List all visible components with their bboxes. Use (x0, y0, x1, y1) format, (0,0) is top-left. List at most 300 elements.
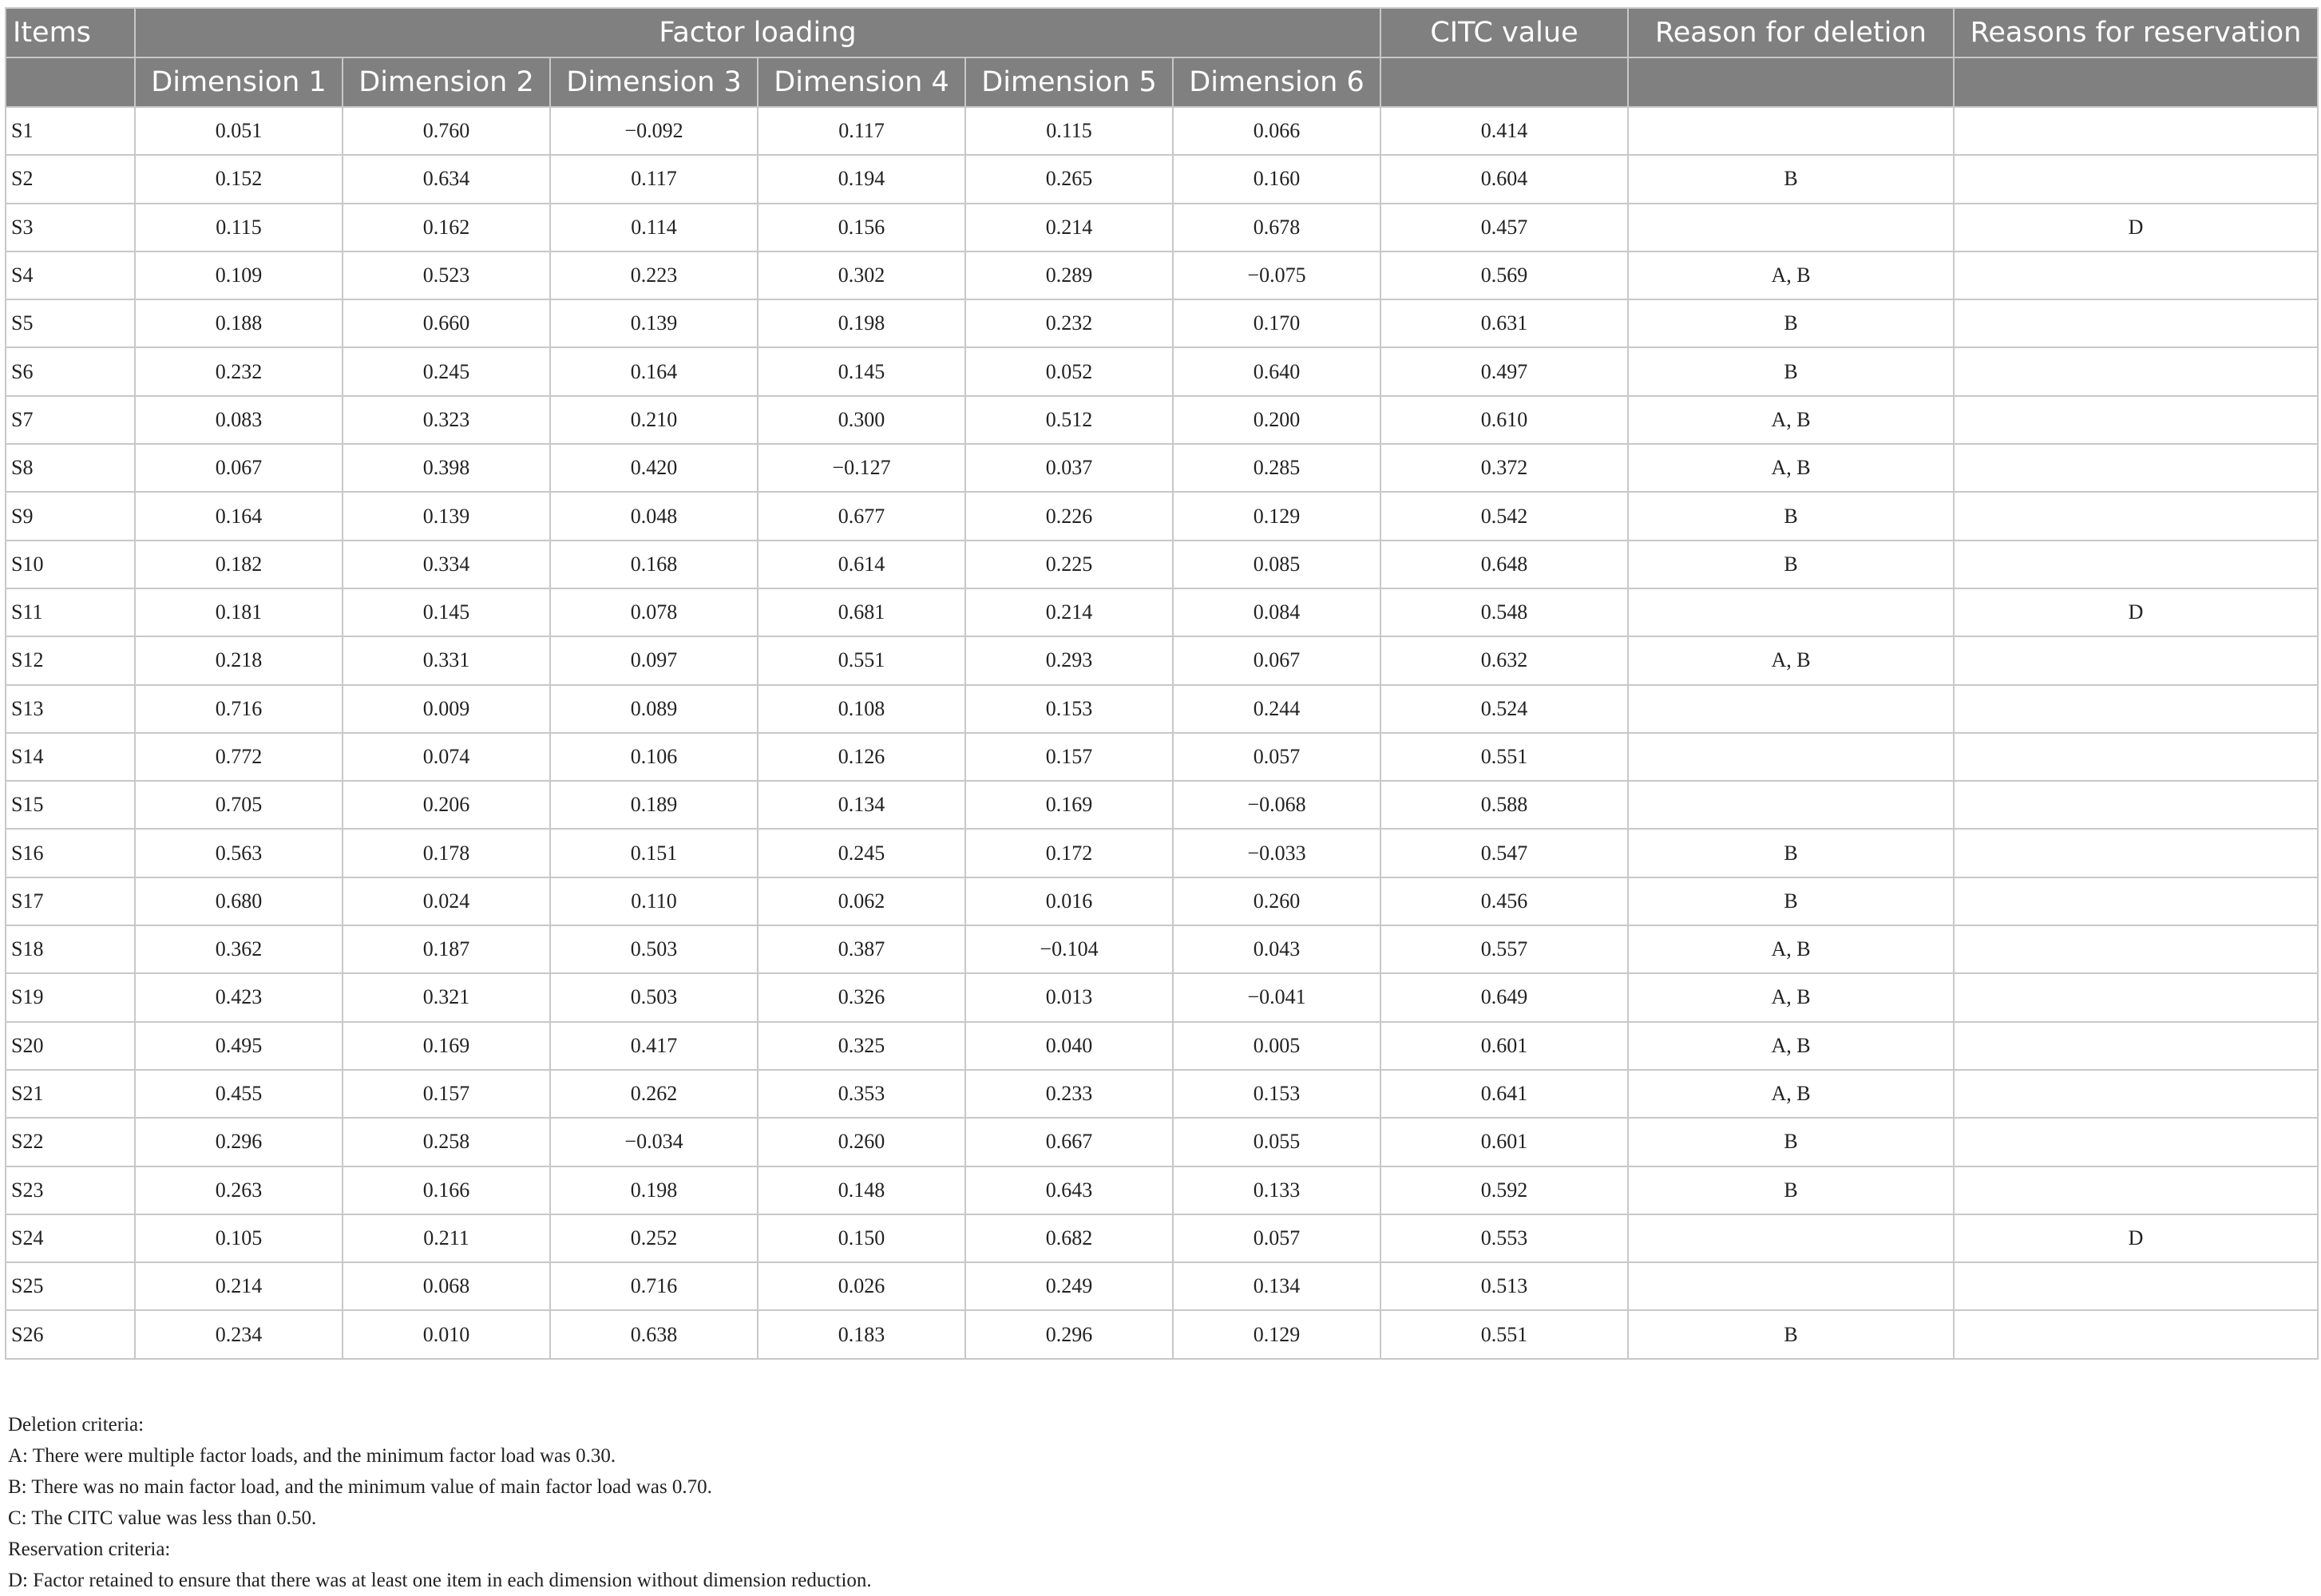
item-cell: S11 (6, 588, 135, 636)
citc-cell: 0.632 (1380, 636, 1628, 684)
dimension-1-cell: 0.263 (135, 1166, 343, 1214)
dimension-6-cell: 0.084 (1173, 588, 1380, 636)
citc-cell: 0.631 (1380, 299, 1628, 347)
table-row (6, 1118, 2318, 1166)
reservation-reason-cell (1954, 107, 2318, 155)
item-cell: S23 (6, 1166, 135, 1214)
dimension-6-cell: 0.085 (1173, 541, 1380, 588)
table-row (6, 877, 2318, 925)
item-cell: S1 (6, 107, 135, 155)
dimension-2-cell: 0.010 (343, 1310, 550, 1358)
table-row (6, 541, 2318, 588)
dimension-4-cell: 0.302 (758, 251, 965, 299)
citc-cell: 0.414 (1380, 107, 1628, 155)
item-cell: S19 (6, 973, 135, 1021)
dimension-1-cell: 0.362 (135, 925, 343, 973)
footnote-line: D: Factor retained to ensure that there was at least one item in each dimension without dimension reduction. (8, 1570, 872, 1591)
dimension-4-cell: 0.062 (758, 877, 965, 925)
dimension-4-cell: 0.353 (758, 1070, 965, 1118)
table-row (6, 107, 2318, 155)
table-row (6, 1070, 2318, 1118)
dimension-5-cell: 0.296 (965, 1310, 1173, 1358)
citc-cell: 0.569 (1380, 251, 1628, 299)
dimension-5-cell: 0.682 (965, 1214, 1173, 1262)
table-row (6, 781, 2318, 829)
dimension-5-cell: 0.249 (965, 1262, 1173, 1310)
table-row (6, 155, 2318, 203)
dimension-3-cell: 0.114 (550, 204, 758, 251)
dimension-1-cell: 0.680 (135, 877, 343, 925)
item-cell: S15 (6, 781, 135, 829)
table-row (6, 829, 2318, 877)
dimension-2-cell: 0.024 (343, 877, 550, 925)
deletion-reason-cell: B (1628, 492, 1954, 540)
dimension-2-cell: 0.523 (343, 251, 550, 299)
table-row (6, 685, 2318, 733)
dimension-4-cell: 0.108 (758, 685, 965, 733)
dimension-3-cell: 0.503 (550, 973, 758, 1021)
dimension-2-cell: 0.211 (343, 1214, 550, 1262)
dimension-6-cell: 0.153 (1173, 1070, 1380, 1118)
item-cell: S21 (6, 1070, 135, 1118)
dimension-4-cell: 0.300 (758, 396, 965, 444)
citc-cell: 0.497 (1380, 347, 1628, 395)
reservation-reason-cell (1954, 347, 2318, 395)
dimension-3-cell: −0.034 (550, 1118, 758, 1166)
header-empty-cell (1380, 57, 1628, 107)
dimension-3-cell: 0.198 (550, 1166, 758, 1214)
reservation-reason-cell (1954, 492, 2318, 540)
dimension-2-cell: 0.169 (343, 1022, 550, 1070)
dimension-6-cell: 0.067 (1173, 636, 1380, 684)
table-row (6, 636, 2318, 684)
dimension-6-cell: 0.200 (1173, 396, 1380, 444)
reservation-reason-cell (1954, 636, 2318, 684)
dimension-5-cell: 0.667 (965, 1118, 1173, 1166)
header-citc-value: CITC value (1380, 8, 1628, 57)
dimension-1-cell: 0.109 (135, 251, 343, 299)
item-cell: S24 (6, 1214, 135, 1262)
reservation-reason-cell (1954, 251, 2318, 299)
deletion-reason-cell (1628, 588, 1954, 636)
dimension-4-cell: 0.245 (758, 829, 965, 877)
dimension-4-cell: 0.326 (758, 973, 965, 1021)
item-cell: S7 (6, 396, 135, 444)
deletion-reason-cell (1628, 1262, 1954, 1310)
reservation-reason-cell (1954, 1166, 2318, 1214)
citc-cell: 0.456 (1380, 877, 1628, 925)
dimension-1-cell: 0.772 (135, 733, 343, 781)
deletion-reason-cell (1628, 204, 1954, 251)
item-cell: S25 (6, 1262, 135, 1310)
dimension-1-cell: 0.181 (135, 588, 343, 636)
dimension-6-cell: 0.160 (1173, 155, 1380, 203)
reservation-reason-cell (1954, 396, 2318, 444)
dimension-4-cell: 0.677 (758, 492, 965, 540)
citc-cell: 0.610 (1380, 396, 1628, 444)
deletion-reason-cell: B (1628, 877, 1954, 925)
table-footnotes (8, 1409, 872, 1596)
dimension-2-cell: 0.760 (343, 107, 550, 155)
dimension-4-cell: 0.198 (758, 299, 965, 347)
dimension-5-cell: 0.289 (965, 251, 1173, 299)
dimension-1-cell: 0.218 (135, 636, 343, 684)
dimension-6-cell: 0.055 (1173, 1118, 1380, 1166)
deletion-reason-cell (1628, 107, 1954, 155)
dimension-4-cell: 0.150 (758, 1214, 965, 1262)
reservation-reason-cell (1954, 444, 2318, 492)
dimension-1-cell: 0.188 (135, 299, 343, 347)
item-cell: S9 (6, 492, 135, 540)
dimension-2-cell: 0.321 (343, 973, 550, 1021)
dimension-6-cell: 0.640 (1173, 347, 1380, 395)
dimension-4-cell: 0.145 (758, 347, 965, 395)
reservation-reason-cell (1954, 1118, 2318, 1166)
dimension-3-cell: 0.151 (550, 829, 758, 877)
table-row (6, 204, 2318, 251)
table-row (6, 396, 2318, 444)
reservation-reason-cell (1954, 1262, 2318, 1310)
dimension-1-cell: 0.152 (135, 155, 343, 203)
dimension-2-cell: 0.660 (343, 299, 550, 347)
item-cell: S8 (6, 444, 135, 492)
dimension-4-cell: 0.148 (758, 1166, 965, 1214)
citc-cell: 0.372 (1380, 444, 1628, 492)
citc-cell: 0.553 (1380, 1214, 1628, 1262)
dimension-2-cell: 0.245 (343, 347, 550, 395)
dimension-6-cell: 0.043 (1173, 925, 1380, 973)
item-cell: S2 (6, 155, 135, 203)
dimension-6-cell: −0.068 (1173, 781, 1380, 829)
reservation-reason-cell (1954, 1070, 2318, 1118)
dimension-1-cell: 0.495 (135, 1022, 343, 1070)
dimension-2-cell: 0.187 (343, 925, 550, 973)
dimension-3-cell: 0.168 (550, 541, 758, 588)
dimension-1-cell: 0.083 (135, 396, 343, 444)
dimension-5-cell: 0.037 (965, 444, 1173, 492)
deletion-reason-cell: A, B (1628, 636, 1954, 684)
dimension-6-cell: 0.057 (1173, 1214, 1380, 1262)
item-cell: S16 (6, 829, 135, 877)
dimension-5-cell: 0.643 (965, 1166, 1173, 1214)
dimension-3-cell: 0.139 (550, 299, 758, 347)
citc-cell: 0.592 (1380, 1166, 1628, 1214)
header-dimension-1: Dimension 1 (135, 57, 343, 107)
citc-cell: 0.601 (1380, 1118, 1628, 1166)
dimension-2-cell: 0.166 (343, 1166, 550, 1214)
dimension-2-cell: 0.258 (343, 1118, 550, 1166)
item-cell: S18 (6, 925, 135, 973)
dimension-2-cell: 0.334 (343, 541, 550, 588)
dimension-1-cell: 0.234 (135, 1310, 343, 1358)
deletion-reason-cell: B (1628, 1310, 1954, 1358)
citc-cell: 0.601 (1380, 1022, 1628, 1070)
header-reason-deletion: Reason for deletion (1628, 8, 1954, 57)
dimension-6-cell: 0.133 (1173, 1166, 1380, 1214)
dimension-1-cell: 0.423 (135, 973, 343, 1021)
table-row (6, 347, 2318, 395)
deletion-reason-cell: A, B (1628, 925, 1954, 973)
table-row (6, 1166, 2318, 1214)
dimension-5-cell: 0.232 (965, 299, 1173, 347)
citc-cell: 0.513 (1380, 1262, 1628, 1310)
table-row (6, 251, 2318, 299)
table-row (6, 925, 2318, 973)
citc-cell: 0.457 (1380, 204, 1628, 251)
dimension-3-cell: 0.252 (550, 1214, 758, 1262)
dimension-3-cell: 0.048 (550, 492, 758, 540)
dimension-5-cell: 0.052 (965, 347, 1173, 395)
item-cell: S3 (6, 204, 135, 251)
reservation-reason-cell (1954, 829, 2318, 877)
dimension-3-cell: 0.417 (550, 1022, 758, 1070)
header-factor-loading: Factor loading (135, 8, 1380, 57)
dimension-2-cell: 0.634 (343, 155, 550, 203)
item-cell: S13 (6, 685, 135, 733)
item-cell: S26 (6, 1310, 135, 1358)
dimension-4-cell: 0.194 (758, 155, 965, 203)
dimension-6-cell: 0.066 (1173, 107, 1380, 155)
dimension-2-cell: 0.178 (343, 829, 550, 877)
dimension-5-cell: 0.016 (965, 877, 1173, 925)
reservation-reason-cell (1954, 781, 2318, 829)
dimension-6-cell: −0.075 (1173, 251, 1380, 299)
dimension-3-cell: 0.106 (550, 733, 758, 781)
dimension-4-cell: 0.614 (758, 541, 965, 588)
table-row (6, 733, 2318, 781)
dimension-3-cell: 0.089 (550, 685, 758, 733)
dimension-2-cell: 0.139 (343, 492, 550, 540)
reservation-reason-cell: D (1954, 588, 2318, 636)
table-row (6, 444, 2318, 492)
dimension-5-cell: −0.104 (965, 925, 1173, 973)
dimension-2-cell: 0.009 (343, 685, 550, 733)
item-cell: S12 (6, 636, 135, 684)
dimension-6-cell: 0.005 (1173, 1022, 1380, 1070)
deletion-reason-cell: A, B (1628, 973, 1954, 1021)
dimension-5-cell: 0.226 (965, 492, 1173, 540)
footnote-line: A: There were multiple factor loads, and the minimum factor load was 0.30. (8, 1445, 616, 1467)
dimension-5-cell: 0.293 (965, 636, 1173, 684)
dimension-6-cell: 0.057 (1173, 733, 1380, 781)
deletion-reason-cell: A, B (1628, 396, 1954, 444)
dimension-5-cell: 0.153 (965, 685, 1173, 733)
reservation-reason-cell: D (1954, 1214, 2318, 1262)
dimension-1-cell: 0.164 (135, 492, 343, 540)
reservation-reason-cell (1954, 685, 2318, 733)
dimension-2-cell: 0.074 (343, 733, 550, 781)
item-cell: S4 (6, 251, 135, 299)
reservation-reason-cell (1954, 541, 2318, 588)
dimension-3-cell: 0.078 (550, 588, 758, 636)
reservation-reason-cell (1954, 1310, 2318, 1358)
dimension-5-cell: 0.233 (965, 1070, 1173, 1118)
table-body (6, 107, 2318, 1359)
dimension-3-cell: 0.097 (550, 636, 758, 684)
reservation-reason-cell (1954, 877, 2318, 925)
dimension-5-cell: 0.157 (965, 733, 1173, 781)
header-dimension-2: Dimension 2 (343, 57, 550, 107)
citc-cell: 0.551 (1380, 733, 1628, 781)
dimension-3-cell: 0.223 (550, 251, 758, 299)
dimension-3-cell: 0.189 (550, 781, 758, 829)
dimension-6-cell: 0.678 (1173, 204, 1380, 251)
citc-cell: 0.641 (1380, 1070, 1628, 1118)
header-dimension-3: Dimension 3 (550, 57, 758, 107)
dimension-2-cell: 0.157 (343, 1070, 550, 1118)
dimension-5-cell: 0.013 (965, 973, 1173, 1021)
dimension-2-cell: 0.206 (343, 781, 550, 829)
deletion-reason-cell: A, B (1628, 444, 1954, 492)
dimension-6-cell: 0.129 (1173, 1310, 1380, 1358)
dimension-1-cell: 0.105 (135, 1214, 343, 1262)
reservation-reason-cell (1954, 1022, 2318, 1070)
dimension-2-cell: 0.331 (343, 636, 550, 684)
dimension-1-cell: 0.214 (135, 1262, 343, 1310)
citc-cell: 0.524 (1380, 685, 1628, 733)
dimension-1-cell: 0.296 (135, 1118, 343, 1166)
dimension-5-cell: 0.040 (965, 1022, 1173, 1070)
dimension-1-cell: 0.563 (135, 829, 343, 877)
dimension-1-cell: 0.716 (135, 685, 343, 733)
dimension-1-cell: 0.067 (135, 444, 343, 492)
citc-cell: 0.547 (1380, 829, 1628, 877)
dimension-5-cell: 0.512 (965, 396, 1173, 444)
dimension-4-cell: 0.325 (758, 1022, 965, 1070)
table-row (6, 1214, 2318, 1262)
deletion-reason-cell (1628, 1214, 1954, 1262)
dimension-5-cell: 0.214 (965, 204, 1173, 251)
dimension-6-cell: 0.244 (1173, 685, 1380, 733)
dimension-4-cell: 0.026 (758, 1262, 965, 1310)
header-empty-cell (6, 57, 135, 107)
dimension-6-cell: 0.129 (1173, 492, 1380, 540)
reservation-reason-cell (1954, 299, 2318, 347)
item-cell: S20 (6, 1022, 135, 1070)
footnote-line: B: There was no main factor load, and the minimum value of main factor load was 0.70. (8, 1476, 712, 1498)
dimension-3-cell: 0.110 (550, 877, 758, 925)
header-reasons-reservation: Reasons for reservation (1954, 8, 2318, 57)
dimension-6-cell: 0.134 (1173, 1262, 1380, 1310)
deletion-reason-cell: B (1628, 1118, 1954, 1166)
item-cell: S5 (6, 299, 135, 347)
citc-cell: 0.542 (1380, 492, 1628, 540)
dimension-6-cell: −0.033 (1173, 829, 1380, 877)
dimension-5-cell: 0.115 (965, 107, 1173, 155)
dimension-6-cell: 0.285 (1173, 444, 1380, 492)
dimension-3-cell: 0.210 (550, 396, 758, 444)
item-cell: S10 (6, 541, 135, 588)
dimension-3-cell: 0.164 (550, 347, 758, 395)
dimension-3-cell: 0.503 (550, 925, 758, 973)
dimension-1-cell: 0.705 (135, 781, 343, 829)
item-cell: S14 (6, 733, 135, 781)
dimension-3-cell: 0.117 (550, 155, 758, 203)
dimension-5-cell: 0.225 (965, 541, 1173, 588)
deletion-reason-cell: B (1628, 829, 1954, 877)
item-cell: S6 (6, 347, 135, 395)
dimension-2-cell: 0.145 (343, 588, 550, 636)
dimension-3-cell: 0.638 (550, 1310, 758, 1358)
dimension-6-cell: 0.260 (1173, 877, 1380, 925)
table-row (6, 1310, 2318, 1358)
citc-cell: 0.557 (1380, 925, 1628, 973)
header-items: Items (6, 8, 135, 57)
dimension-5-cell: 0.265 (965, 155, 1173, 203)
dimension-3-cell: 0.420 (550, 444, 758, 492)
deletion-reason-cell: B (1628, 541, 1954, 588)
dimension-4-cell: 0.156 (758, 204, 965, 251)
header-dimension-4: Dimension 4 (758, 57, 965, 107)
reservation-reason-cell (1954, 925, 2318, 973)
table-row (6, 973, 2318, 1021)
footnote-line: C: The CITC value was less than 0.50. (8, 1507, 317, 1529)
dimension-3-cell: 0.716 (550, 1262, 758, 1310)
factor-loading-table (5, 7, 2319, 1360)
item-cell: S22 (6, 1118, 135, 1166)
deletion-reason-cell (1628, 781, 1954, 829)
dimension-1-cell: 0.051 (135, 107, 343, 155)
footnote-line: Reservation criteria: (8, 1539, 171, 1560)
dimension-3-cell: −0.092 (550, 107, 758, 155)
reservation-reason-cell (1954, 733, 2318, 781)
deletion-reason-cell: A, B (1628, 251, 1954, 299)
dimension-4-cell: 0.260 (758, 1118, 965, 1166)
dimension-4-cell: 0.681 (758, 588, 965, 636)
dimension-2-cell: 0.398 (343, 444, 550, 492)
dimension-2-cell: 0.068 (343, 1262, 550, 1310)
deletion-reason-cell (1628, 733, 1954, 781)
dimension-1-cell: 0.115 (135, 204, 343, 251)
dimension-5-cell: 0.214 (965, 588, 1173, 636)
header-empty-cell (1628, 57, 1954, 107)
dimension-4-cell: 0.134 (758, 781, 965, 829)
citc-cell: 0.649 (1380, 973, 1628, 1021)
citc-cell: 0.551 (1380, 1310, 1628, 1358)
table-row (6, 1262, 2318, 1310)
footnote-line: Deletion criteria: (8, 1414, 145, 1436)
dimension-3-cell: 0.262 (550, 1070, 758, 1118)
dimension-4-cell: 0.551 (758, 636, 965, 684)
citc-cell: 0.588 (1380, 781, 1628, 829)
table-row (6, 492, 2318, 540)
item-cell: S17 (6, 877, 135, 925)
reservation-reason-cell (1954, 155, 2318, 203)
table-row (6, 299, 2318, 347)
dimension-6-cell: −0.041 (1173, 973, 1380, 1021)
header-dimension-5: Dimension 5 (965, 57, 1173, 107)
reservation-reason-cell (1954, 973, 2318, 1021)
table-header (6, 8, 2318, 107)
dimension-1-cell: 0.182 (135, 541, 343, 588)
dimension-4-cell: 0.387 (758, 925, 965, 973)
dimension-2-cell: 0.323 (343, 396, 550, 444)
dimension-4-cell: −0.127 (758, 444, 965, 492)
deletion-reason-cell: B (1628, 299, 1954, 347)
dimension-1-cell: 0.455 (135, 1070, 343, 1118)
header-empty-cell (1954, 57, 2318, 107)
header-dimension-6: Dimension 6 (1173, 57, 1380, 107)
deletion-reason-cell: B (1628, 1166, 1954, 1214)
deletion-reason-cell: A, B (1628, 1070, 1954, 1118)
dimension-4-cell: 0.183 (758, 1310, 965, 1358)
dimension-6-cell: 0.170 (1173, 299, 1380, 347)
dimension-5-cell: 0.169 (965, 781, 1173, 829)
dimension-2-cell: 0.162 (343, 204, 550, 251)
deletion-reason-cell: B (1628, 155, 1954, 203)
deletion-reason-cell: A, B (1628, 1022, 1954, 1070)
reservation-reason-cell: D (1954, 204, 2318, 251)
